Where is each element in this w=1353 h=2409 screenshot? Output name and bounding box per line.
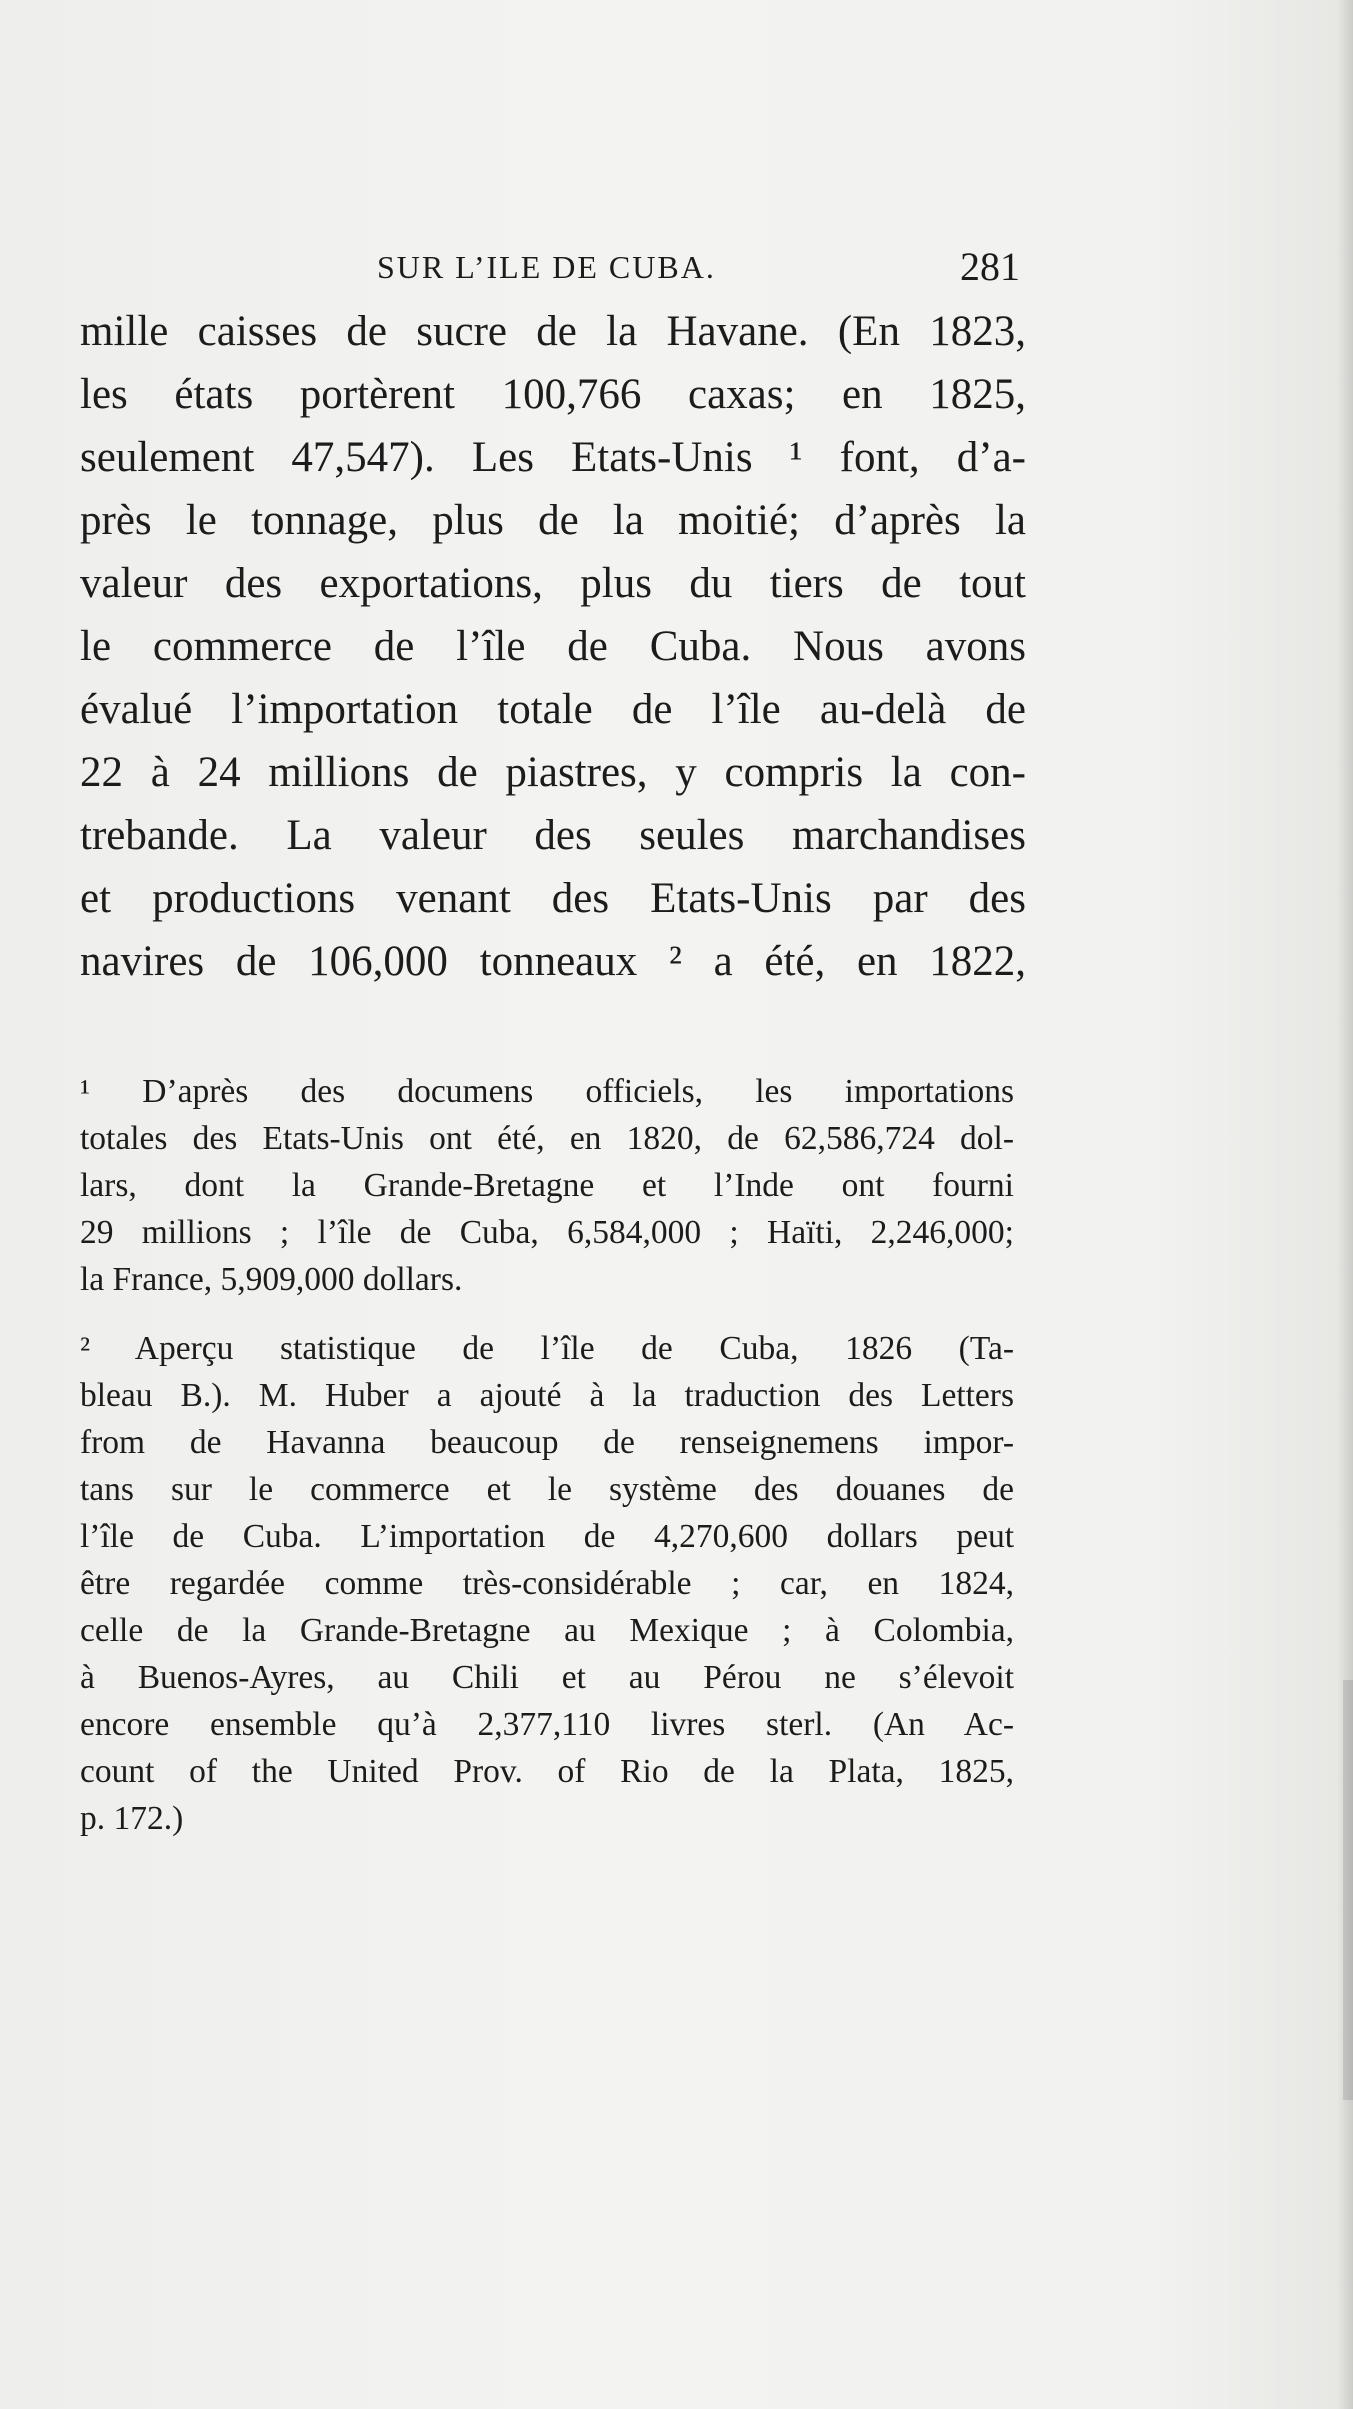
text-line: près le tonnage, plus de la moitié; d’après la <box>80 497 1026 544</box>
text-line: les états portèrent 100,766 caxas; en 1825, <box>80 371 1026 418</box>
main-text <box>80 300 1026 993</box>
footnote-line: ² Aperçu statistique de l’île de Cuba, 1826 (Ta- <box>80 1330 1014 1367</box>
footnote-line: l’île de Cuba. L’importation de 4,270,600 dollars peut <box>80 1518 1014 1555</box>
running-title: SUR L’ILE DE CUBA. <box>377 249 716 285</box>
footnote-1 <box>80 1068 1014 1303</box>
text-line: seulement 47,547). Les Etats-Unis ¹ font, d’a- <box>80 434 1026 481</box>
footnote-line: bleau B.). M. Huber a ajouté à la traduction des Letters <box>80 1377 1014 1414</box>
footnote-line: tans sur le commerce et le système des douanes de <box>80 1471 1014 1508</box>
text-line: 22 à 24 millions de piastres, y compris la con- <box>80 749 1026 796</box>
footnote-line: ¹ D’après des documens officiels, les importations <box>80 1073 1014 1110</box>
footnote-line: à Buenos-Ayres, au Chili et au Pérou ne s’élevoit <box>80 1659 1014 1696</box>
footnote-line: celle de la Grande-Bretagne au Mexique ; à Colombia, <box>80 1612 1014 1649</box>
text-line: mille caisses de sucre de la Havane. (En 1823, <box>80 308 1026 355</box>
text-line: le commerce de l’île de Cuba. Nous avons <box>80 623 1026 670</box>
footnote-line: count of the United Prov. of Rio de la Plata, 1825, <box>80 1753 1014 1790</box>
page-header <box>80 243 1020 303</box>
page-number: 281 <box>960 244 1020 289</box>
footnote-line: p. 172.) <box>80 1800 184 1837</box>
text-line: trebande. La valeur des seules marchandises <box>80 812 1026 859</box>
footnote-line: from de Havanna beaucoup de renseignemens impor- <box>80 1424 1014 1461</box>
text-line: et productions venant des Etats-Unis par des <box>80 875 1026 922</box>
footnote-line: encore ensemble qu’à 2,377,110 livres sterl. (An Ac- <box>80 1706 1014 1743</box>
text-line: évalué l’importation totale de l’île au-delà de <box>80 686 1026 733</box>
footnote-line: la France, 5,909,000 dollars. <box>80 1261 463 1298</box>
page-edge-shadow <box>1337 0 1353 2409</box>
text-line: valeur des exportations, plus du tiers de tout <box>80 560 1026 607</box>
footnote-line: 29 millions ; l’île de Cuba, 6,584,000 ; Haïti, 2,246,000; <box>80 1214 1014 1251</box>
footnotes <box>80 1068 1014 1842</box>
text-line: navires de 106,000 tonneaux ² a été, en 1822, <box>80 938 1026 985</box>
footnote-line: lars, dont la Grande-Bretagne et l’Inde ont fourni <box>80 1167 1014 1204</box>
footnote-2 <box>80 1325 1014 1842</box>
footnote-line: être regardée comme très-considérable ; car, en 1824, <box>80 1565 1014 1602</box>
footnote-separator <box>80 1303 1014 1325</box>
footnote-line: totales des Etats-Unis ont été, en 1820, de 62,586,724 dol- <box>80 1120 1014 1157</box>
